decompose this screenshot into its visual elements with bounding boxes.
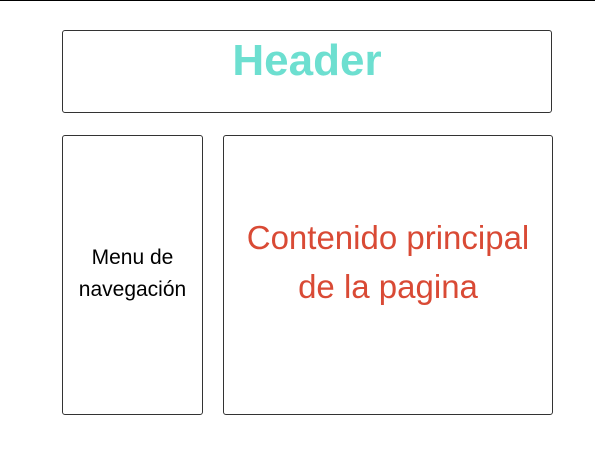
top-rule <box>0 0 595 1</box>
navigation-menu-label-line-2: navegación <box>78 278 187 301</box>
header-title: Header <box>232 35 382 85</box>
navigation-menu <box>62 135 203 415</box>
navigation-menu-label-line-1: Menu de <box>91 246 174 269</box>
navigation-menu-label <box>79 242 186 306</box>
main-content-label <box>247 213 530 311</box>
page-header <box>62 30 552 113</box>
main-content-label-line-1: Contenido principal <box>246 219 530 256</box>
main-content <box>223 135 553 415</box>
main-content-label-line-2: de la pagina <box>298 268 478 305</box>
